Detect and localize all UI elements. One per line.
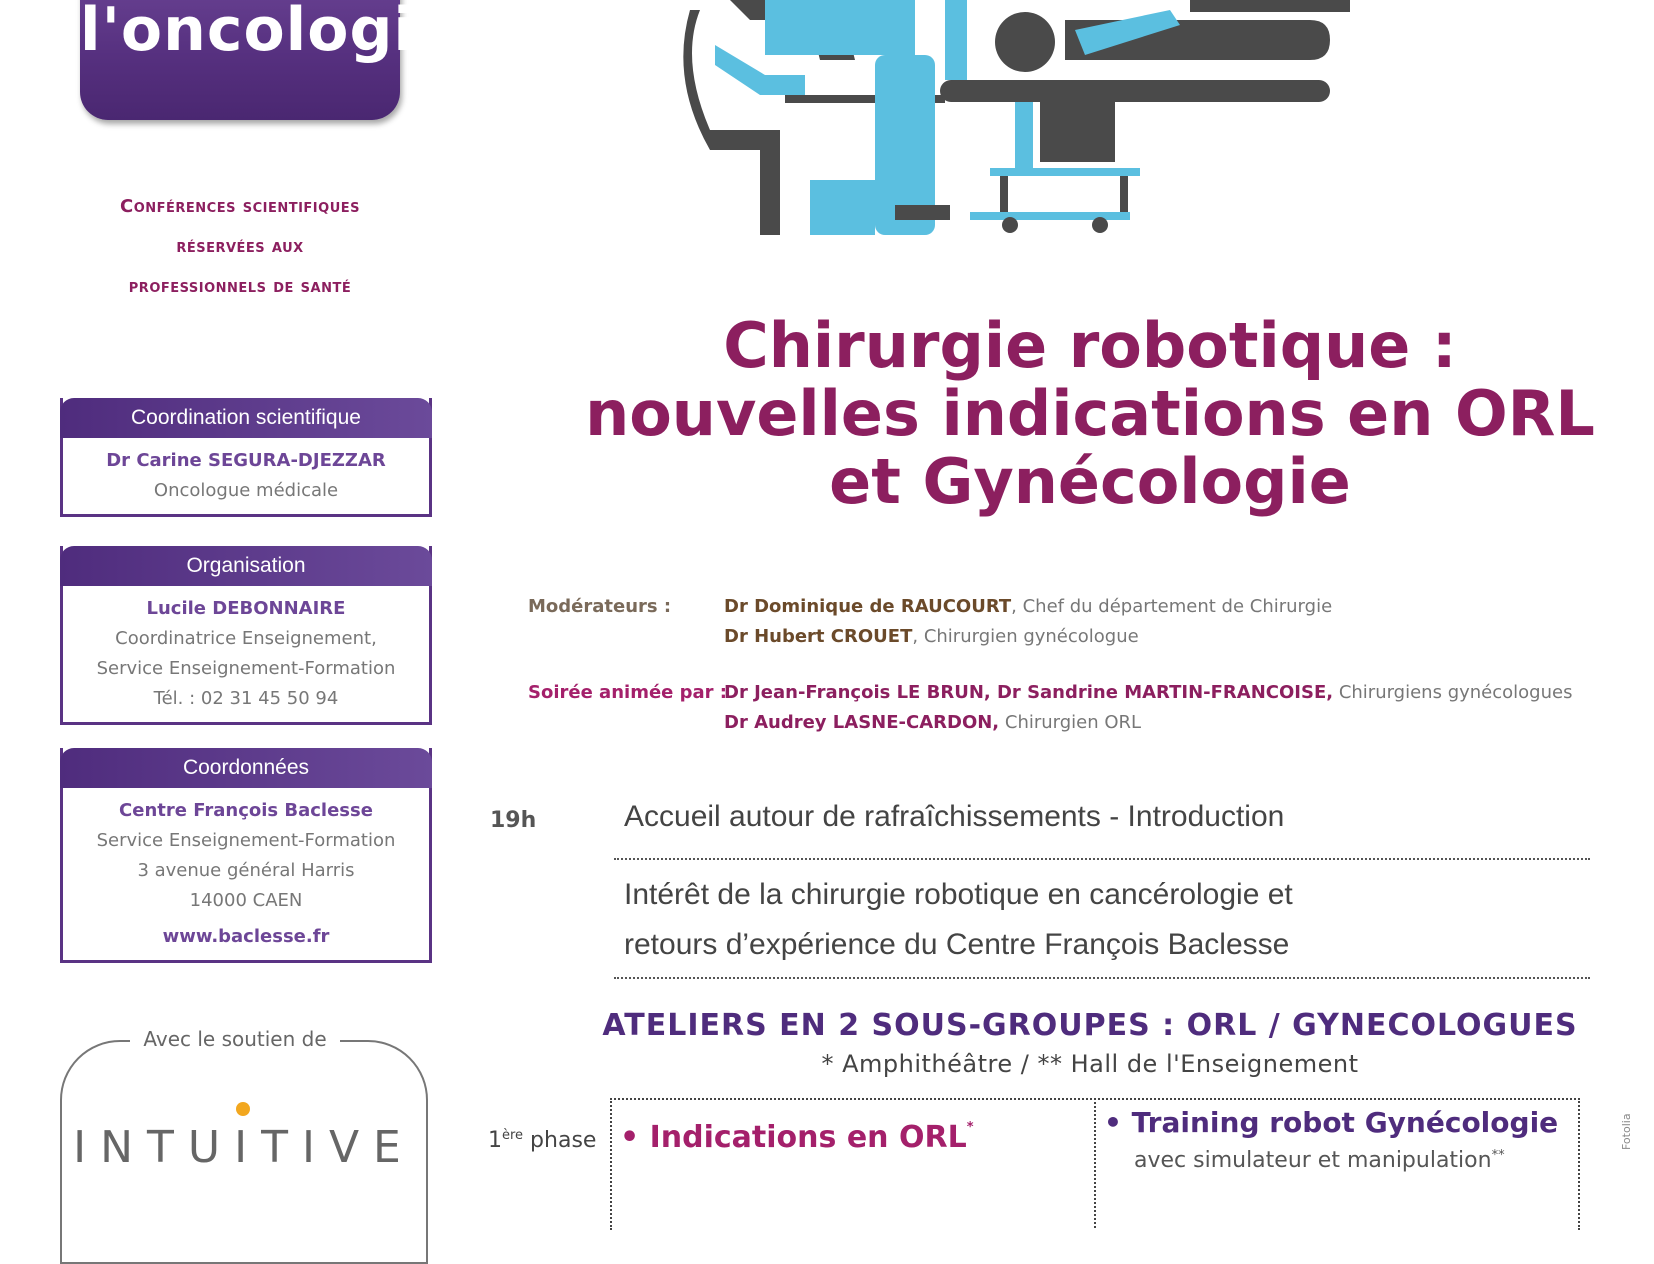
support-label: Avec le soutien de bbox=[130, 1027, 340, 1051]
coordination-name: Dr Carine SEGURA-DJEZZAR bbox=[106, 450, 386, 471]
website-link[interactable]: www.baclesse.fr bbox=[162, 926, 330, 947]
sponsor-logo: INTUITIVE bbox=[73, 1122, 415, 1173]
phase-1-orl-text: Indications en ORL bbox=[649, 1120, 967, 1155]
organisation-box-title: Organisation bbox=[60, 546, 432, 586]
conferences-line-1: Conférences scientifiques bbox=[120, 196, 360, 217]
organisation-line-2: Service Enseignement-Formation bbox=[96, 658, 396, 679]
moderators-label: Modérateurs : bbox=[528, 596, 672, 617]
coordonnees-line-3: 14000 CAEN bbox=[189, 890, 303, 911]
moderator-2 bbox=[724, 626, 1139, 647]
coordonnees-box-title: Coordonnées bbox=[60, 748, 432, 788]
title-line-3: et Gynécologie bbox=[829, 445, 1351, 518]
phase-1-orl-cell bbox=[620, 1120, 974, 1155]
title-line-1: Chirurgie robotique : bbox=[723, 309, 1457, 382]
phase-1-gyneco-sub bbox=[1134, 1148, 1505, 1173]
soiree-animators-1-role: Chirurgiens gynécologues bbox=[1333, 682, 1573, 703]
coordination-box bbox=[60, 398, 432, 517]
moderator-2-role: , Chirurgien gynécologue bbox=[912, 626, 1139, 647]
phase-1-gyneco-subtext: avec simulateur et manipulation bbox=[1134, 1148, 1492, 1173]
logo-text: l'oncologie bbox=[80, 0, 457, 65]
moderator-1 bbox=[724, 596, 1332, 617]
soiree-animators-2-name: Dr Audrey LASNE-CARDON, bbox=[724, 712, 1000, 733]
moderator-2-name: Dr Hubert CROUET bbox=[724, 626, 913, 647]
soiree-animators-1 bbox=[724, 682, 1572, 703]
oncologie-logo bbox=[80, 0, 457, 120]
bullet-icon: • bbox=[620, 1120, 650, 1155]
soiree-label: Soirée animée par : bbox=[528, 682, 728, 703]
phase-1-column-divider bbox=[1094, 1098, 1096, 1228]
conferences-line-2: réservées aux bbox=[176, 236, 304, 257]
program-item-interet-line-2: retours d’expérience du Centre François Baclesse bbox=[624, 928, 1290, 961]
coordination-role: Oncologue médicale bbox=[153, 480, 339, 501]
phase-1-gyneco-cell bbox=[1104, 1106, 1558, 1139]
organisation-line-1: Coordinatrice Enseignement, bbox=[115, 628, 377, 649]
phase-1-number: 1 bbox=[488, 1128, 502, 1153]
ateliers-subtitle: * Amphithéâtre / ** Hall de l'Enseignement bbox=[821, 1050, 1359, 1078]
ateliers-title: ATELIERS EN 2 SOUS-GROUPES : ORL / GYNECOLOGUES bbox=[602, 1008, 1578, 1043]
organisation-name: Lucile DEBONNAIRE bbox=[146, 598, 346, 619]
title-line-2: nouvelles indications en ORL bbox=[585, 377, 1595, 450]
phase-1-ordinal: ère bbox=[502, 1128, 524, 1143]
coordonnees-line-1: Service Enseignement-Formation bbox=[96, 830, 396, 851]
phase-1-label bbox=[488, 1128, 596, 1153]
coordonnees-line-2: 3 avenue général Harris bbox=[137, 860, 355, 881]
program-divider-2 bbox=[614, 977, 1590, 979]
coordination-box-title: Coordination scientifique bbox=[60, 398, 432, 438]
soiree-animators-2-role: Chirurgien ORL bbox=[999, 712, 1142, 733]
photo-credit: Fotolia bbox=[1620, 1113, 1633, 1150]
soiree-animators-1-names: Dr Jean-François LE BRUN, Dr Sandrine MARTIN-FRANCOISE, bbox=[724, 682, 1334, 703]
phase-1-word: phase bbox=[523, 1128, 597, 1153]
phase-1-gyneco-mark: ** bbox=[1491, 1148, 1505, 1163]
program-time-19h: 19h bbox=[490, 808, 537, 833]
program-item-interet-line-1: Intérêt de la chirurgie robotique en cancérologie et bbox=[624, 878, 1293, 911]
conferences-line-3: professionnels de santé bbox=[128, 276, 352, 297]
sponsor-logo-dot bbox=[236, 1102, 250, 1116]
moderator-1-role: , Chef du département de Chirurgie bbox=[1011, 596, 1333, 617]
organisation-box bbox=[60, 546, 432, 725]
moderator-1-name: Dr Dominique de RAUCOURT bbox=[724, 596, 1012, 617]
program-divider-1 bbox=[614, 858, 1590, 860]
bullet-icon: • bbox=[1104, 1106, 1132, 1139]
coordonnees-name: Centre François Baclesse bbox=[119, 800, 373, 821]
coordonnees-box bbox=[60, 748, 432, 963]
robotic-surgery-illustration bbox=[670, 0, 1430, 250]
soiree-animators-2 bbox=[724, 712, 1141, 733]
phase-1-orl-mark: * bbox=[966, 1120, 974, 1135]
organisation-phone: Tél. : 02 31 45 50 94 bbox=[153, 688, 339, 709]
phase-1-gyneco-text: Training robot Gynécologie bbox=[1131, 1106, 1559, 1139]
program-item-welcome: Accueil autour de rafraîchissements - Introduction bbox=[624, 800, 1285, 833]
